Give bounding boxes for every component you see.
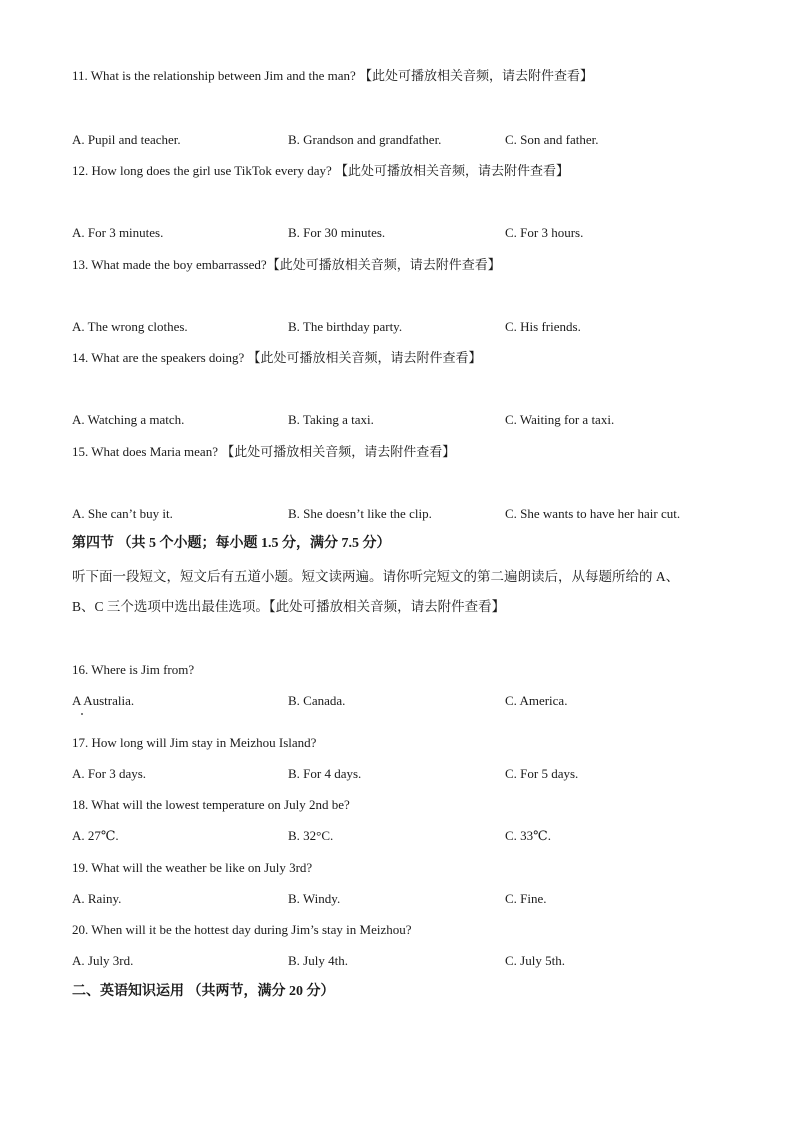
q14-option-c: C. Waiting for a taxi. <box>505 412 615 427</box>
q18-option-a: A. 27℃. <box>72 828 119 843</box>
question-17: 17. How long will Jim stay in Meizhou Island? <box>72 735 317 750</box>
q13-option-a: A. The wrong clothes. <box>72 319 188 334</box>
part-2-heading: 二、英语知识运用 （共两节，满分 20 分） <box>72 984 335 999</box>
q20-option-a: A. July 3rd. <box>72 953 134 968</box>
q19-option-b: B. Windy. <box>288 891 341 906</box>
question-13: 13. What made the boy embarrassed?【此处可播放相关音频，请去附件查看】 <box>72 257 501 272</box>
q20-option-c: C. July 5th. <box>505 953 565 968</box>
question-19: 19. What will the weather be like on July 3rd? <box>72 860 313 875</box>
q11-option-b: B. Grandson and grandfather. <box>288 132 442 147</box>
q14-option-b: B. Taking a taxi. <box>288 412 374 427</box>
q18-option-c: C. 33℃. <box>505 828 551 843</box>
q11-option-a: A. Pupil and teacher. <box>72 132 181 147</box>
q16-option-b: B. Canada. <box>288 693 346 708</box>
stray-dot-mark <box>81 713 83 715</box>
q18-option-b: B. 32°C. <box>288 828 334 843</box>
q12-option-b: B. For 30 minutes. <box>288 225 386 240</box>
q12-option-c: C. For 3 hours. <box>505 225 584 240</box>
q11-option-c: C. Son and father. <box>505 132 599 147</box>
question-16: 16. Where is Jim from? <box>72 662 195 677</box>
section-4-heading: 第四节 （共 5 个小题；每小题 1.5 分，满分 7.5 分） <box>72 536 391 551</box>
question-20: 20. When will it be the hottest day during Jim’s stay in Meizhou? <box>72 922 412 937</box>
q17-option-a: A. For 3 days. <box>72 766 147 781</box>
q15-option-b: B. She doesn’t like the clip. <box>288 506 432 521</box>
q17-option-b: B. For 4 days. <box>288 766 362 781</box>
q20-option-b: B. July 4th. <box>288 953 348 968</box>
question-18: 18. What will the lowest temperature on July 2nd be? <box>72 797 350 812</box>
question-11: 11. What is the relationship between Jim and the man? 【此处可播放相关音频，请去附件查看】 <box>72 68 594 83</box>
section-4-instruction-line-2: B、C 三个选项中选出最佳选项。【此处可播放相关音频，请去附件查看】 <box>72 599 506 614</box>
question-12: 12. How long does the girl use TikTok every day? 【此处可播放相关音频，请去附件查看】 <box>72 163 570 178</box>
question-14: 14. What are the speakers doing? 【此处可播放相关音频，请去附件查看】 <box>72 350 482 365</box>
q17-option-c: C. For 5 days. <box>505 766 579 781</box>
q16-option-c: C. America. <box>505 693 568 708</box>
q16-option-a: A Australia. <box>72 693 135 708</box>
question-15: 15. What does Maria mean? 【此处可播放相关音频，请去附件查看】 <box>72 444 456 459</box>
q13-option-b: B. The birthday party. <box>288 319 403 334</box>
q14-option-a: A. Watching a match. <box>72 412 185 427</box>
section-4-instruction-line-1: 听下面一段短文，短文后有五道小题。短文读两遍。请你听完短文的第二遍朗读后，从每题所给的 A、 <box>72 569 680 584</box>
q19-option-a: A. Rainy. <box>72 891 122 906</box>
q19-option-c: C. Fine. <box>505 891 547 906</box>
q15-option-a: A. She can’t buy it. <box>72 506 173 521</box>
q12-option-a: A. For 3 minutes. <box>72 225 164 240</box>
q15-option-c: C. She wants to have her hair cut. <box>505 506 681 521</box>
q13-option-c: C. His friends. <box>505 319 581 334</box>
